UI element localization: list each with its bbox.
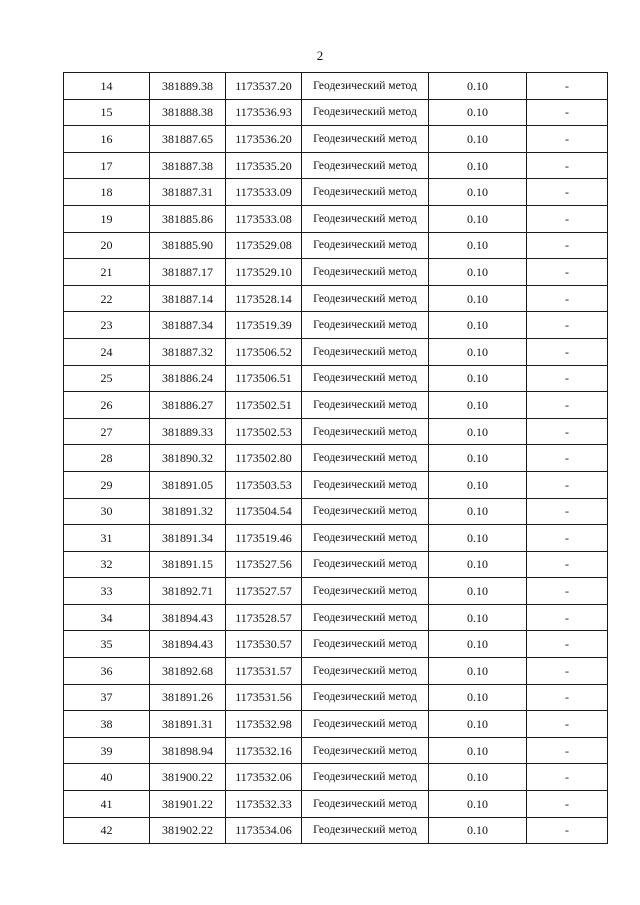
- extra-cell: -: [527, 498, 608, 525]
- x-coordinate-cell: 381891.26: [150, 684, 226, 711]
- method-cell: Геодезический метод: [302, 471, 429, 498]
- accuracy-cell: 0.10: [429, 471, 527, 498]
- table-row: [64, 445, 608, 472]
- extra-cell: -: [527, 604, 608, 631]
- method-cell: Геодезический метод: [302, 445, 429, 472]
- x-coordinate-cell: 381891.31: [150, 711, 226, 738]
- point-number-cell: 17: [64, 152, 150, 179]
- extra-cell: -: [527, 525, 608, 552]
- coordinates-table-body: [64, 73, 608, 844]
- point-number-cell: 32: [64, 551, 150, 578]
- method-cell: Геодезический метод: [302, 711, 429, 738]
- x-coordinate-cell: 381886.24: [150, 365, 226, 392]
- point-number-cell: 26: [64, 392, 150, 419]
- table-row: [64, 338, 608, 365]
- y-coordinate-cell: 1173532.98: [226, 711, 302, 738]
- extra-cell: -: [527, 471, 608, 498]
- method-cell: Геодезический метод: [302, 578, 429, 605]
- accuracy-cell: 0.10: [429, 817, 527, 844]
- table-row: [64, 764, 608, 791]
- method-cell: Геодезический метод: [302, 179, 429, 206]
- table-row: [64, 684, 608, 711]
- accuracy-cell: 0.10: [429, 73, 527, 100]
- accuracy-cell: 0.10: [429, 365, 527, 392]
- accuracy-cell: 0.10: [429, 99, 527, 126]
- point-number-cell: 39: [64, 737, 150, 764]
- x-coordinate-cell: 381891.34: [150, 525, 226, 552]
- x-coordinate-cell: 381890.32: [150, 445, 226, 472]
- method-cell: Геодезический метод: [302, 392, 429, 419]
- table-row: [64, 365, 608, 392]
- extra-cell: -: [527, 179, 608, 206]
- extra-cell: -: [527, 152, 608, 179]
- accuracy-cell: 0.10: [429, 179, 527, 206]
- accuracy-cell: 0.10: [429, 498, 527, 525]
- y-coordinate-cell: 1173537.20: [226, 73, 302, 100]
- y-coordinate-cell: 1173532.06: [226, 764, 302, 791]
- y-coordinate-cell: 1173506.51: [226, 365, 302, 392]
- point-number-cell: 36: [64, 658, 150, 685]
- table-row: [64, 152, 608, 179]
- point-number-cell: 22: [64, 285, 150, 312]
- x-coordinate-cell: 381887.32: [150, 338, 226, 365]
- table-row: [64, 232, 608, 259]
- method-cell: Геодезический метод: [302, 126, 429, 153]
- method-cell: Геодезический метод: [302, 152, 429, 179]
- x-coordinate-cell: 381898.94: [150, 737, 226, 764]
- point-number-cell: 14: [64, 73, 150, 100]
- point-number-cell: 16: [64, 126, 150, 153]
- method-cell: Геодезический метод: [302, 232, 429, 259]
- extra-cell: -: [527, 631, 608, 658]
- point-number-cell: 18: [64, 179, 150, 206]
- table-row: [64, 525, 608, 552]
- point-number-cell: 40: [64, 764, 150, 791]
- point-number-cell: 20: [64, 232, 150, 259]
- coordinates-table: [63, 72, 608, 844]
- table-row: [64, 578, 608, 605]
- y-coordinate-cell: 1173532.33: [226, 791, 302, 818]
- extra-cell: -: [527, 445, 608, 472]
- table-row: [64, 604, 608, 631]
- extra-cell: -: [527, 791, 608, 818]
- y-coordinate-cell: 1173535.20: [226, 152, 302, 179]
- extra-cell: -: [527, 817, 608, 844]
- extra-cell: -: [527, 418, 608, 445]
- accuracy-cell: 0.10: [429, 259, 527, 286]
- point-number-cell: 21: [64, 259, 150, 286]
- method-cell: Геодезический метод: [302, 525, 429, 552]
- accuracy-cell: 0.10: [429, 338, 527, 365]
- y-coordinate-cell: 1173529.08: [226, 232, 302, 259]
- table-row: [64, 817, 608, 844]
- accuracy-cell: 0.10: [429, 737, 527, 764]
- point-number-cell: 42: [64, 817, 150, 844]
- extra-cell: -: [527, 684, 608, 711]
- point-number-cell: 31: [64, 525, 150, 552]
- method-cell: Геодезический метод: [302, 259, 429, 286]
- x-coordinate-cell: 381887.17: [150, 259, 226, 286]
- extra-cell: -: [527, 73, 608, 100]
- table-row: [64, 205, 608, 232]
- extra-cell: -: [527, 392, 608, 419]
- table-row: [64, 471, 608, 498]
- method-cell: Геодезический метод: [302, 817, 429, 844]
- method-cell: Геодезический метод: [302, 73, 429, 100]
- x-coordinate-cell: 381892.68: [150, 658, 226, 685]
- x-coordinate-cell: 381891.32: [150, 498, 226, 525]
- y-coordinate-cell: 1173504.54: [226, 498, 302, 525]
- extra-cell: -: [527, 711, 608, 738]
- table-row: [64, 285, 608, 312]
- point-number-cell: 35: [64, 631, 150, 658]
- point-number-cell: 19: [64, 205, 150, 232]
- extra-cell: -: [527, 126, 608, 153]
- table-row: [64, 418, 608, 445]
- y-coordinate-cell: 1173527.56: [226, 551, 302, 578]
- y-coordinate-cell: 1173519.46: [226, 525, 302, 552]
- accuracy-cell: 0.10: [429, 604, 527, 631]
- point-number-cell: 30: [64, 498, 150, 525]
- method-cell: Геодезический метод: [302, 604, 429, 631]
- method-cell: Геодезический метод: [302, 99, 429, 126]
- accuracy-cell: 0.10: [429, 285, 527, 312]
- extra-cell: -: [527, 232, 608, 259]
- accuracy-cell: 0.10: [429, 525, 527, 552]
- y-coordinate-cell: 1173528.57: [226, 604, 302, 631]
- y-coordinate-cell: 1173527.57: [226, 578, 302, 605]
- extra-cell: -: [527, 737, 608, 764]
- accuracy-cell: 0.10: [429, 232, 527, 259]
- method-cell: Геодезический метод: [302, 631, 429, 658]
- accuracy-cell: 0.10: [429, 791, 527, 818]
- y-coordinate-cell: 1173536.93: [226, 99, 302, 126]
- extra-cell: -: [527, 312, 608, 339]
- accuracy-cell: 0.10: [429, 312, 527, 339]
- method-cell: Геодезический метод: [302, 684, 429, 711]
- y-coordinate-cell: 1173531.57: [226, 658, 302, 685]
- extra-cell: -: [527, 658, 608, 685]
- y-coordinate-cell: 1173533.08: [226, 205, 302, 232]
- accuracy-cell: 0.10: [429, 152, 527, 179]
- y-coordinate-cell: 1173536.20: [226, 126, 302, 153]
- y-coordinate-cell: 1173502.51: [226, 392, 302, 419]
- y-coordinate-cell: 1173532.16: [226, 737, 302, 764]
- y-coordinate-cell: 1173534.06: [226, 817, 302, 844]
- table-row: [64, 126, 608, 153]
- table-row: [64, 73, 608, 100]
- x-coordinate-cell: 381885.90: [150, 232, 226, 259]
- accuracy-cell: 0.10: [429, 711, 527, 738]
- table-row: [64, 312, 608, 339]
- page-number: 2: [316, 48, 324, 63]
- method-cell: Геодезический метод: [302, 764, 429, 791]
- y-coordinate-cell: 1173531.56: [226, 684, 302, 711]
- table-row: [64, 791, 608, 818]
- x-coordinate-cell: 381888.38: [150, 99, 226, 126]
- y-coordinate-cell: 1173530.57: [226, 631, 302, 658]
- table-row: [64, 99, 608, 126]
- method-cell: Геодезический метод: [302, 312, 429, 339]
- y-coordinate-cell: 1173502.80: [226, 445, 302, 472]
- extra-cell: -: [527, 99, 608, 126]
- table-row: [64, 179, 608, 206]
- accuracy-cell: 0.10: [429, 126, 527, 153]
- point-number-cell: 27: [64, 418, 150, 445]
- table-row: [64, 392, 608, 419]
- x-coordinate-cell: 381885.86: [150, 205, 226, 232]
- method-cell: Геодезический метод: [302, 418, 429, 445]
- accuracy-cell: 0.10: [429, 658, 527, 685]
- y-coordinate-cell: 1173506.52: [226, 338, 302, 365]
- method-cell: Геодезический метод: [302, 658, 429, 685]
- point-number-cell: 33: [64, 578, 150, 605]
- x-coordinate-cell: 381902.22: [150, 817, 226, 844]
- x-coordinate-cell: 381892.71: [150, 578, 226, 605]
- accuracy-cell: 0.10: [429, 684, 527, 711]
- point-number-cell: 15: [64, 99, 150, 126]
- table-row: [64, 631, 608, 658]
- method-cell: Геодезический метод: [302, 338, 429, 365]
- accuracy-cell: 0.10: [429, 578, 527, 605]
- x-coordinate-cell: 381889.33: [150, 418, 226, 445]
- point-number-cell: 41: [64, 791, 150, 818]
- extra-cell: -: [527, 551, 608, 578]
- extra-cell: -: [527, 205, 608, 232]
- table-row: [64, 498, 608, 525]
- x-coordinate-cell: 381889.38: [150, 73, 226, 100]
- method-cell: Геодезический метод: [302, 551, 429, 578]
- y-coordinate-cell: 1173519.39: [226, 312, 302, 339]
- extra-cell: -: [527, 259, 608, 286]
- table-row: [64, 551, 608, 578]
- extra-cell: -: [527, 338, 608, 365]
- method-cell: Геодезический метод: [302, 737, 429, 764]
- method-cell: Геодезический метод: [302, 365, 429, 392]
- table-row: [64, 737, 608, 764]
- point-number-cell: 23: [64, 312, 150, 339]
- extra-cell: -: [527, 578, 608, 605]
- point-number-cell: 28: [64, 445, 150, 472]
- accuracy-cell: 0.10: [429, 631, 527, 658]
- x-coordinate-cell: 381887.14: [150, 285, 226, 312]
- x-coordinate-cell: 381900.22: [150, 764, 226, 791]
- x-coordinate-cell: 381886.27: [150, 392, 226, 419]
- x-coordinate-cell: 381887.31: [150, 179, 226, 206]
- x-coordinate-cell: 381894.43: [150, 631, 226, 658]
- table-row: [64, 259, 608, 286]
- table-row: [64, 711, 608, 738]
- method-cell: Геодезический метод: [302, 498, 429, 525]
- x-coordinate-cell: 381891.05: [150, 471, 226, 498]
- y-coordinate-cell: 1173502.53: [226, 418, 302, 445]
- extra-cell: -: [527, 285, 608, 312]
- y-coordinate-cell: 1173529.10: [226, 259, 302, 286]
- method-cell: Геодезический метод: [302, 791, 429, 818]
- accuracy-cell: 0.10: [429, 418, 527, 445]
- y-coordinate-cell: 1173503.53: [226, 471, 302, 498]
- y-coordinate-cell: 1173528.14: [226, 285, 302, 312]
- table-row: [64, 658, 608, 685]
- extra-cell: -: [527, 764, 608, 791]
- x-coordinate-cell: 381887.65: [150, 126, 226, 153]
- y-coordinate-cell: 1173533.09: [226, 179, 302, 206]
- x-coordinate-cell: 381887.34: [150, 312, 226, 339]
- x-coordinate-cell: 381894.43: [150, 604, 226, 631]
- accuracy-cell: 0.10: [429, 551, 527, 578]
- accuracy-cell: 0.10: [429, 445, 527, 472]
- point-number-cell: 34: [64, 604, 150, 631]
- method-cell: Геодезический метод: [302, 285, 429, 312]
- method-cell: Геодезический метод: [302, 205, 429, 232]
- point-number-cell: 29: [64, 471, 150, 498]
- accuracy-cell: 0.10: [429, 764, 527, 791]
- accuracy-cell: 0.10: [429, 392, 527, 419]
- point-number-cell: 37: [64, 684, 150, 711]
- point-number-cell: 25: [64, 365, 150, 392]
- point-number-cell: 38: [64, 711, 150, 738]
- extra-cell: -: [527, 365, 608, 392]
- accuracy-cell: 0.10: [429, 205, 527, 232]
- x-coordinate-cell: 381887.38: [150, 152, 226, 179]
- point-number-cell: 24: [64, 338, 150, 365]
- x-coordinate-cell: 381901.22: [150, 791, 226, 818]
- x-coordinate-cell: 381891.15: [150, 551, 226, 578]
